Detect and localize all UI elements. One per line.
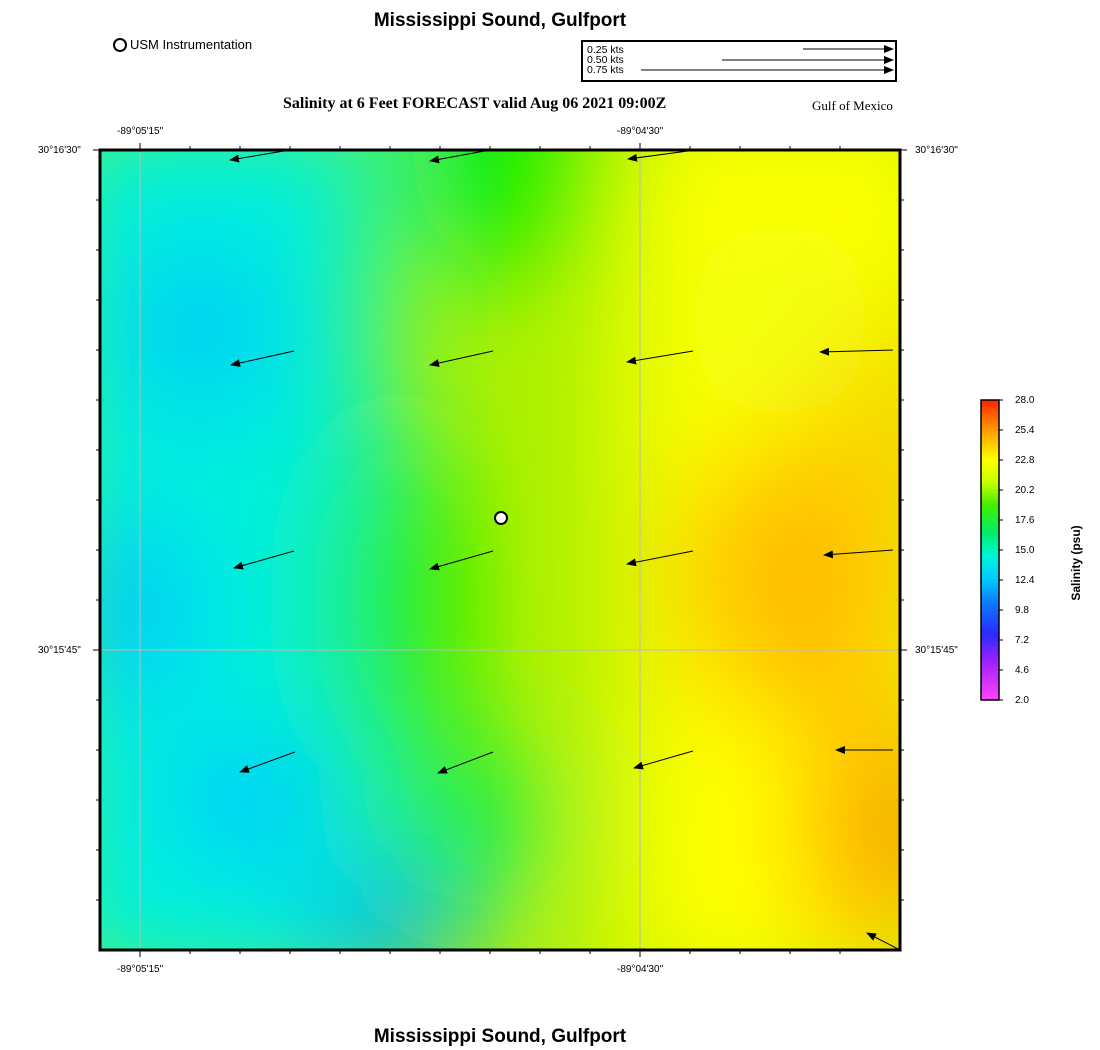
- colorbar-tick-label: 25.4: [1015, 425, 1035, 436]
- speed-scale-label-3: 0.75 kts: [587, 64, 624, 76]
- colorbar-tick-label: 12.4: [1015, 575, 1035, 586]
- colorbar-tick-label: 9.8: [1015, 605, 1029, 616]
- colorbar-tick-label: 28.0: [1015, 395, 1035, 406]
- station-marker-icon[interactable]: [495, 512, 507, 524]
- colorbar-title: Salinity (psu): [1069, 525, 1083, 601]
- colorbar-tick-label: 15.0: [1015, 545, 1035, 556]
- speed-scale-label-1: 0.25 kts: [587, 44, 624, 56]
- colorbar-tick-label: 17.6: [1015, 515, 1035, 526]
- bottom-title: Mississippi Sound, Gulfport: [373, 1026, 627, 1047]
- colorbar-tick-label: 2.0: [1015, 695, 1029, 706]
- colorbar-tick-label: 20.2: [1015, 485, 1035, 496]
- lat-tick-left-2: 30°15'45": [38, 645, 81, 656]
- lon-tick-bottom-2: -89°04'30": [617, 964, 664, 975]
- map-title: Mississippi Sound, Gulfport: [373, 10, 627, 31]
- speed-scale-arrows: [641, 49, 893, 70]
- forecast-label: Salinity at 6 Feet FORECAST valid Aug 06 2021 09:00Z: [283, 95, 667, 112]
- colorbar-tick-label: 4.6: [1015, 665, 1029, 676]
- colorbar-tick-label: 7.2: [1015, 635, 1029, 646]
- lat-tick-right-2: 30°15'45": [915, 645, 958, 656]
- speed-scale-label-2: 0.50 kts: [587, 54, 624, 66]
- lat-tick-right-1: 30°16'30": [915, 145, 958, 156]
- lon-tick-bottom-1: -89°05'15": [117, 964, 164, 975]
- lat-tick-left-1: 30°16'30": [38, 145, 81, 156]
- colorbar: [981, 400, 999, 700]
- colorbar-tick-label: 22.8: [1015, 455, 1035, 466]
- station-legend-label: USM Instrumentation: [130, 37, 253, 52]
- lon-tick-top-1: -89°05'15": [117, 126, 164, 137]
- lon-tick-top-2: -89°04'30": [617, 126, 664, 137]
- region-label: Gulf of Mexico: [812, 98, 893, 113]
